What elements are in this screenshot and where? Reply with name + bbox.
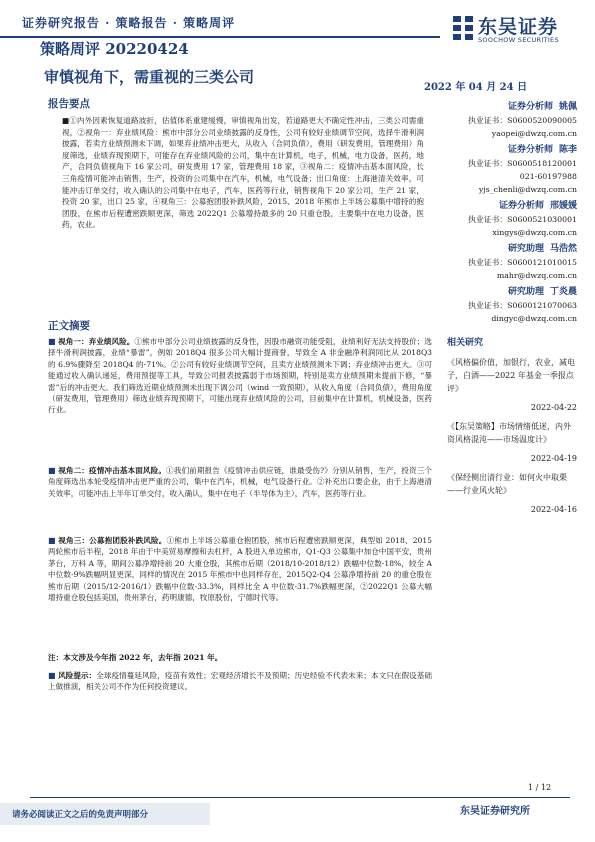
analyst-license: 执业证书：S0600521030001: [468, 215, 577, 224]
analyst-name: 丁炎晨: [549, 287, 577, 297]
analyst-role: 证券分析师: [507, 145, 553, 155]
analyst-email[interactable]: dingyc@dwzq.com.cn: [491, 314, 577, 323]
footer-divider: [30, 797, 570, 798]
summary-box: [48, 112, 432, 311]
sidebar: [447, 100, 577, 516]
analyst-card: [447, 100, 577, 140]
top-banner: [0, 0, 595, 60]
summary-heading: 报告要点: [48, 98, 90, 110]
analyst-name: 邢媛媛: [549, 201, 577, 211]
analyst-role: 证券分析师: [507, 102, 553, 112]
risk-text: 全球疫情蔓延风险，疫苗有效性；宏观经济增长不及预期；历史经验不代表未来；本文只在假设基础上做推演，相关公司不作为任何投资建议。: [48, 671, 433, 692]
paragraph-lead: 视角二：疫情冲击基本面风险。: [58, 466, 167, 475]
paragraph-view-three: [48, 535, 432, 603]
paragraph-view-two: [48, 465, 432, 499]
logo-text-cn: 东吴证券: [478, 16, 559, 38]
report-date: 2022 年 04 月 24 日: [424, 82, 528, 93]
analyst-email[interactable]: yjs_chenli@dwzq.com.cn: [478, 185, 577, 194]
bullet-square-icon: ■: [48, 337, 56, 346]
risk-lead: 风险提示：: [58, 671, 97, 680]
analyst-name: 陈李: [558, 145, 577, 155]
report-title: 审慎视角下，需重视的三类公司: [44, 68, 255, 86]
paragraph-text: ①我们前期报告《疫情冲击供应链，谁最受伤?》分别从销售，生产，投资三个角度筛选出本轮受疫情冲击更严重的公司，集中在汽车，机械，电气设备行业。②补充出口要企业，由于上海港清关效率，可能冲击上半年订单交付，收入确认，集中在电子（半导体为主），汽车，医药等行业。: [48, 466, 432, 498]
analyst-email[interactable]: mahr@dwzq.com.cn: [496, 271, 577, 280]
body-heading: 正文摘要: [48, 320, 90, 332]
scope-note: 注：本文涉及今年指 2022 年，去年指 2021 年。: [48, 653, 223, 662]
bullet-square-icon: ■: [48, 466, 56, 475]
footer-disclaimer: 请务必阅读正文之后的免责声明部分: [0, 803, 210, 825]
logo-text-en: SOOCHOW SECURITIES: [478, 36, 559, 44]
analyst-card: [447, 199, 577, 239]
related-research-link[interactable]: 《【东吴策略】市场情绪低迷，内外资风格混沌——市场温度计》: [447, 422, 571, 444]
bullet-square-icon: ■: [48, 671, 56, 680]
analyst-email[interactable]: xingys@dwzq.com.cn: [492, 228, 577, 237]
analyst-card: [447, 242, 577, 282]
analyst-card: [447, 143, 577, 196]
summary-text: ■①内外因素恢复道路波折，估值体系重建缓慢，审慎视角出发，若道路更大不确定性冲击，三类公司需重视，②视角一：弃业绩风险：熊市中部分公司业绩披露的反身性，公司有较好业绩调节空间，选择牛滑利润披露，若卖方业绩预测未下调，如果弃业绩冲击更大，从收入（合同负债），费用（研发费用，管理费用）角度筛选，业绩弃现预期下，可能存在弃业绩风险的公司，集中在计算机，电子，机械，电力设备，医药，地产，合同负债视角下 16 家公司，研发费用 17 家，管理费用 18 家，③视角二：疫情冲击基本面风险，长三角疫情可能冲击销售，生产，投资的公司集中在汽车，机械，电气设备；出口角度：上海港清关效率，可能冲击订单交付，收入确认的公司集中在电子，汽车，医药等行业，销售视角下 20 家公司，生产 21 家，投资 20 家，出口 25 家，④视角三：公募抱团股补跌风险，2015、2018 年熊市上半场公募集中增持的抱团股，在熊市后程遭密跌顺更深，筛选 2022Q1 公募增持最多的 20 只重仓股，主要集中在电力设备，医药，农业。: [62, 116, 424, 230]
paragraph-lead: 视角一：弃业绩风险。: [58, 337, 135, 346]
analyst-role: 研究助理: [507, 287, 544, 297]
analyst-phone: 021-60197988: [519, 172, 577, 181]
related-research-date: 2022-04-16: [530, 505, 577, 514]
analyst-name: 马浩然: [549, 244, 577, 254]
related-research-link[interactable]: 《保经侧出清行业：如何火中取栗——行业风火轮》: [447, 473, 567, 495]
report-id: 策略周评 20220424: [40, 40, 189, 58]
paragraph-text: ①熊市上半场公募重仓抱团股，熊市后程遭密跌顺更深，典型如 2018、2015 两轮熊市后半程，2018 年由于中美贸易摩擦和去杠杆，A 股进入单边熊市，Q1-Q3 公募集中加仓中国平安，贵州茅台，万科 A 等，期间公募净增持前 20 大重仓股，其熊市后期（2018/10-2018/12）跌幅中位数-18%，较全 A 中位数-9%跌幅明显更深，同样的情况在 2015 年熊市中也同样存在，2015Q2-Q4 公募净增持前 20 的重仓股在熊市后期（2015/12-2016/1）跌幅中位数-33.3%，同样比全 A 中位数-31.7%跌幅更深，②2022Q1 公募大幅增持重仓股包括美国，贵州茅台，药明康德，牧原股份，宁德时代等。: [48, 536, 433, 603]
risk-warning: [48, 670, 432, 693]
related-research-date: 2022-04-22: [530, 403, 577, 412]
report-category-tags: 证券研究报告 · 策略报告 · 策略周评: [22, 16, 236, 30]
analyst-role: 研究助理: [507, 244, 544, 254]
analyst-license: 执业证书：S0600518120001: [468, 159, 577, 168]
bullet-square-icon: ■: [48, 536, 56, 545]
analyst-license: 执业证书：S0600520090005: [468, 116, 577, 125]
brand-logo: [452, 12, 577, 52]
analyst-license: 执业证书：S0600121070063: [468, 301, 577, 310]
related-research-heading: 相关研究: [447, 338, 484, 348]
analyst-role: 证券分析师: [498, 201, 544, 211]
analyst-card: [447, 285, 577, 325]
analyst-name: 姚佩: [558, 102, 577, 112]
paragraph-lead: 视角三：公募抱团股补跌风险。: [58, 536, 167, 545]
related-research-date: 2022-04-19: [530, 454, 577, 463]
analyst-license: 执业证书：S0600121010015: [468, 258, 577, 267]
paragraph-view-one: [48, 336, 432, 416]
related-research-link[interactable]: 《风格偏价值，加银行，农业，减电子，白酒——2022 年基金一季报点评》: [447, 358, 575, 393]
footer-institute: 东吴证券研究所: [460, 806, 530, 817]
paragraph-text: ①熊市中部分公司业绩披露的反身性，因股市融资功能受阻，业绩利好无法支持股价；选择牛滑利润披露，业绩“暴雷”，例如 2018Q4 很多公司大幅计提商誉，导致全 A 非金融净利润同比从 2018Q3 的 6.9%骤降至 2018Q4 的-71%。②公司有较好业绩调节空间，且卖方业绩预测未下调；弃业绩冲击更大。③可能通过收入确认递延，费用预提等工具，导致公司报表披露弱于市场预期，特别是卖方业绩预期未提前下修，“暴雷”后的冲击更大。我们筛选近期业绩预测未出现下调公司（wind 一致预期），从收入角度（合同负债），费用角度（研发费用，管理费用）筛选业绩弃现预期下，可能出现弃业绩风险的公司，目前集中在计算机，机械设备，医药行业。: [48, 337, 433, 415]
analyst-email[interactable]: yaopei@dwzq.com.cn: [491, 129, 577, 138]
page-number: 1 / 12: [528, 783, 552, 792]
logo-mark-icon: [452, 14, 474, 44]
